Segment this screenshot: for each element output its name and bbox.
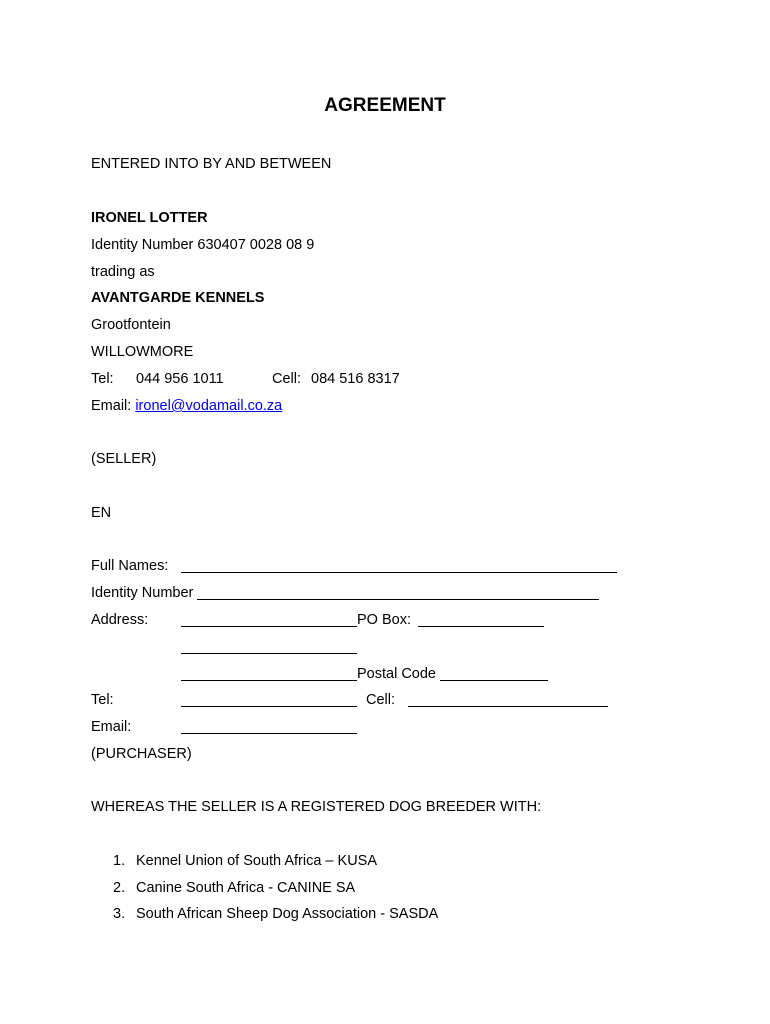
purchaser-tel-label: Tel: — [91, 692, 114, 708]
list-item-text: Canine South Africa - CANINE SA — [136, 880, 356, 896]
list-item-number: 3. — [113, 906, 126, 922]
identity-number-field[interactable] — [197, 586, 599, 600]
whereas-text: WHEREAS THE SELLER IS A REGISTERED DOG BREEDER WITH: — [91, 799, 542, 815]
seller-business: AVANTGARDE KENNELS — [91, 290, 265, 306]
purchaser-email-label: Email: — [91, 719, 132, 735]
postal-code-label: Postal Code — [357, 666, 436, 682]
address-line-2-field[interactable] — [181, 640, 357, 654]
seller-email-label: Email: — [91, 398, 132, 414]
purchaser-cell-field[interactable] — [408, 693, 608, 707]
address-label: Address: — [91, 612, 149, 628]
purchaser-email-field[interactable] — [181, 720, 357, 734]
purchaser-tel-field[interactable] — [181, 693, 357, 707]
seller-cell-value: 084 516 8317 — [311, 371, 400, 387]
postal-code-field[interactable] — [440, 667, 548, 681]
page-title: AGREEMENT — [324, 95, 446, 116]
purchaser-cell-label: Cell: — [366, 692, 396, 708]
seller-trading-as: trading as — [91, 264, 155, 280]
seller-town: WILLOWMORE — [91, 344, 194, 360]
list-item-text: South African Sheep Dog Association - SASDA — [136, 906, 439, 922]
seller-role: (SELLER) — [91, 451, 157, 467]
address-line-1-field[interactable] — [181, 613, 357, 627]
purchaser-full-names-row — [91, 557, 168, 575]
purchaser-email-row — [91, 718, 131, 736]
seller-cell-label: Cell: — [272, 371, 302, 387]
intro-text: ENTERED INTO BY AND BETWEEN — [91, 156, 332, 172]
list-item-number: 1. — [113, 853, 126, 869]
po-box-label: PO Box: — [357, 612, 411, 628]
purchaser-role: (PURCHASER) — [91, 746, 192, 762]
seller-tel-row — [91, 370, 400, 388]
seller-tel-label: Tel: — [91, 371, 114, 387]
seller-email-link[interactable]: ironel@vodamail.co.za — [135, 398, 283, 414]
purchaser-identity-row — [91, 584, 193, 602]
seller-tel-value: 044 956 1011 — [136, 371, 224, 387]
seller-email-row — [91, 397, 282, 415]
full-names-field[interactable] — [181, 559, 617, 573]
list-item-number: 2. — [113, 880, 126, 896]
po-box-field[interactable] — [418, 613, 544, 627]
seller-place: Grootfontein — [91, 317, 171, 333]
full-names-label: Full Names: — [91, 558, 169, 574]
identity-number-label: Identity Number — [91, 585, 194, 601]
purchaser-tel-row — [91, 691, 396, 709]
seller-identity: Identity Number 630407 0028 08 9 — [91, 237, 315, 253]
seller-name: IRONEL LOTTER — [91, 210, 208, 226]
address-line-3-field[interactable] — [181, 667, 357, 681]
purchaser-address-row — [91, 611, 411, 629]
connector-text: EN — [91, 505, 112, 521]
list-item-text: Kennel Union of South Africa – KUSA — [136, 853, 378, 869]
